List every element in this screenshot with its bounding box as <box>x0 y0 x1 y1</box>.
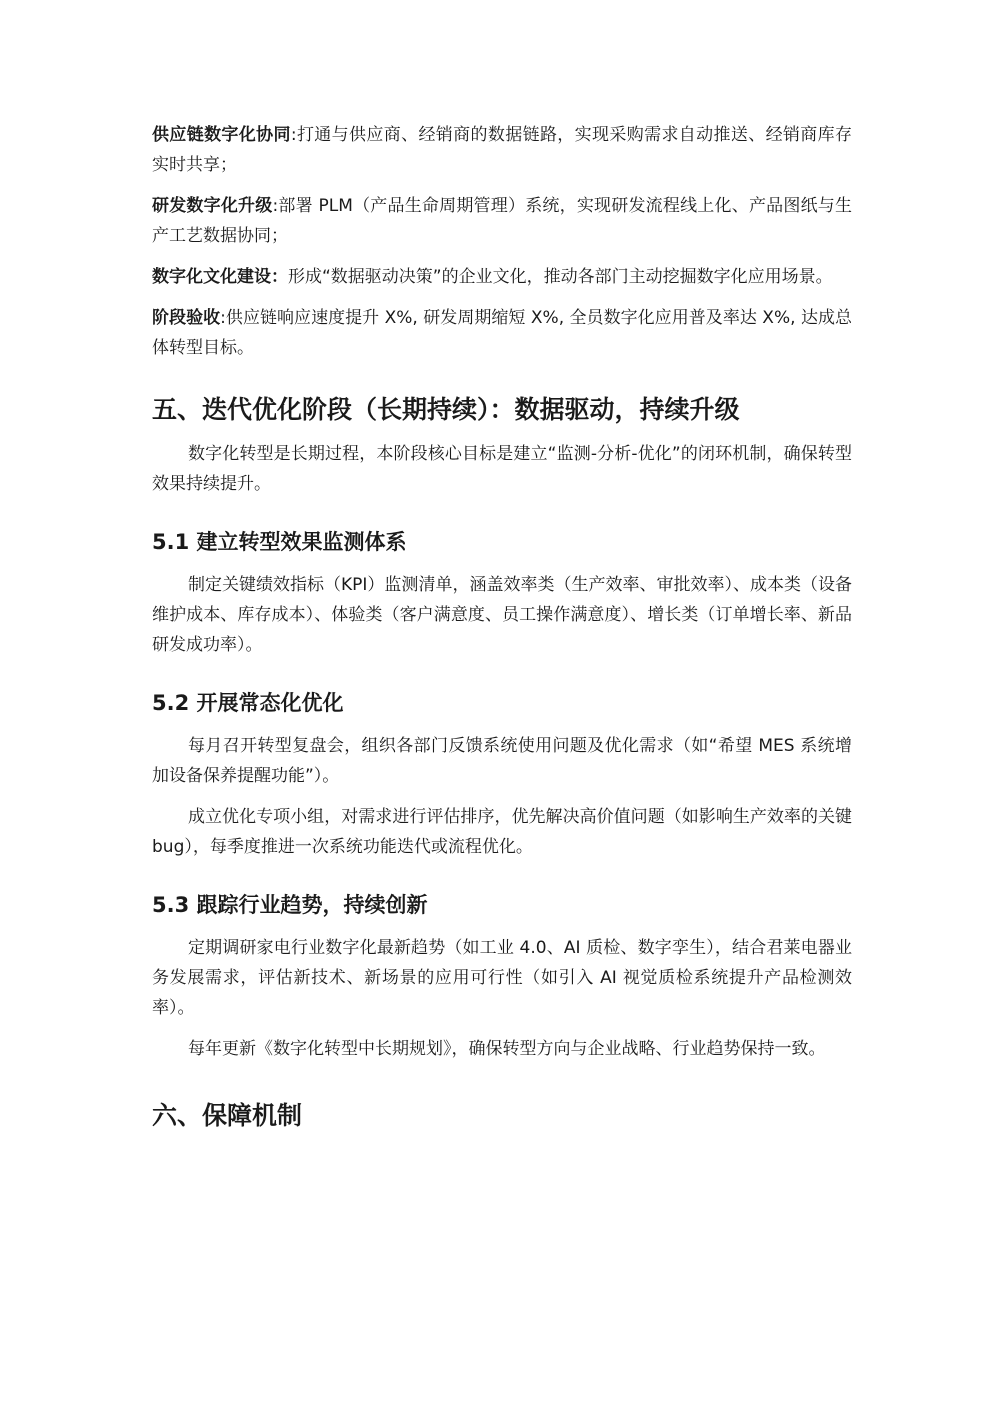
subsection-5-3-paragraph-2: 每年更新《数字化转型中长期规划》，确保转型方向与企业战略、行业趋势保持一致。 <box>188 1039 826 1059</box>
section-6-heading: 六、保障机制 <box>152 1101 303 1130</box>
item-label: 数字化文化建设： <box>152 267 288 287</box>
list-item <box>152 262 852 292</box>
item-separator: : <box>272 196 279 216</box>
subsection-5-1-heading: 5.1 建立转型效果监测体系 <box>152 530 407 554</box>
item-separator: : <box>220 308 226 328</box>
subsection-5-3-paragraph-1: 定期调研家电行业数字化最新趋势（如工业 4.0、AI 质检、数字孪生），结合君莱电器业务发展需求，评估新技术、新场景的应用可行性（如引入 AI 视觉质检系统提升产品检测效率）。 <box>152 938 852 1018</box>
page-content <box>152 120 852 1134</box>
subsection-5-2-paragraph-1: 每月召开转型复盘会，组织各部门反馈系统使用问题及优化需求（如“希望 MES 系统增加设备保养提醒功能”）。 <box>152 736 852 786</box>
item-label: 供应链数字化协同 <box>152 125 291 145</box>
subsection-5-3-heading: 5.3 跟踪行业趋势，持续创新 <box>152 893 428 917</box>
item-text: 供应链响应速度提升 X%, 研发周期缩短 X%, 全员数字化应用普及率达 X%, 达成总体转型目标。 <box>152 308 853 358</box>
list-item <box>152 303 852 363</box>
item-text: 部署 PLM（产品生命周期管理）系统，实现研发流程线上化、产品图纸与生产工艺数据协同； <box>152 196 852 246</box>
item-label: 阶段验收 <box>152 308 221 328</box>
list-item <box>152 191 852 251</box>
subsection-5-1-paragraph: 制定关键绩效指标（KPI）监测清单，涵盖效率类（生产效率、审批效率）、成本类（设备维护成本、库存成本）、体验类（客户满意度、员工操作满意度）、增长类（订单增长率、新品研发成功率）。 <box>152 575 852 655</box>
list-item <box>152 120 852 180</box>
subsection-5-2-paragraph-2: 成立优化专项小组，对需求进行评估排序，优先解决高价值问题（如影响生产效率的关键 bug），每季度推进一次系统功能迭代或流程优化。 <box>152 807 852 857</box>
section-5-intro: 数字化转型是长期过程，本阶段核心目标是建立“监测-分析-优化”的闭环机制，确保转型效果持续提升。 <box>152 444 852 494</box>
item-label: 研发数字化升级 <box>152 196 273 216</box>
section-5-heading: 五、迭代优化阶段（长期持续）：数据驱动，持续升级 <box>152 395 740 424</box>
item-text: 形成“数据驱动决策”的企业文化，推动各部门主动挖掘数字化应用场景。 <box>288 267 833 287</box>
item-text: 打通与供应商、经销商的数据链路，实现采购需求自动推送、经销商库存实时共享； <box>152 125 853 175</box>
subsection-5-2-heading: 5.2 开展常态化优化 <box>152 691 344 715</box>
item-separator: : <box>290 125 297 145</box>
